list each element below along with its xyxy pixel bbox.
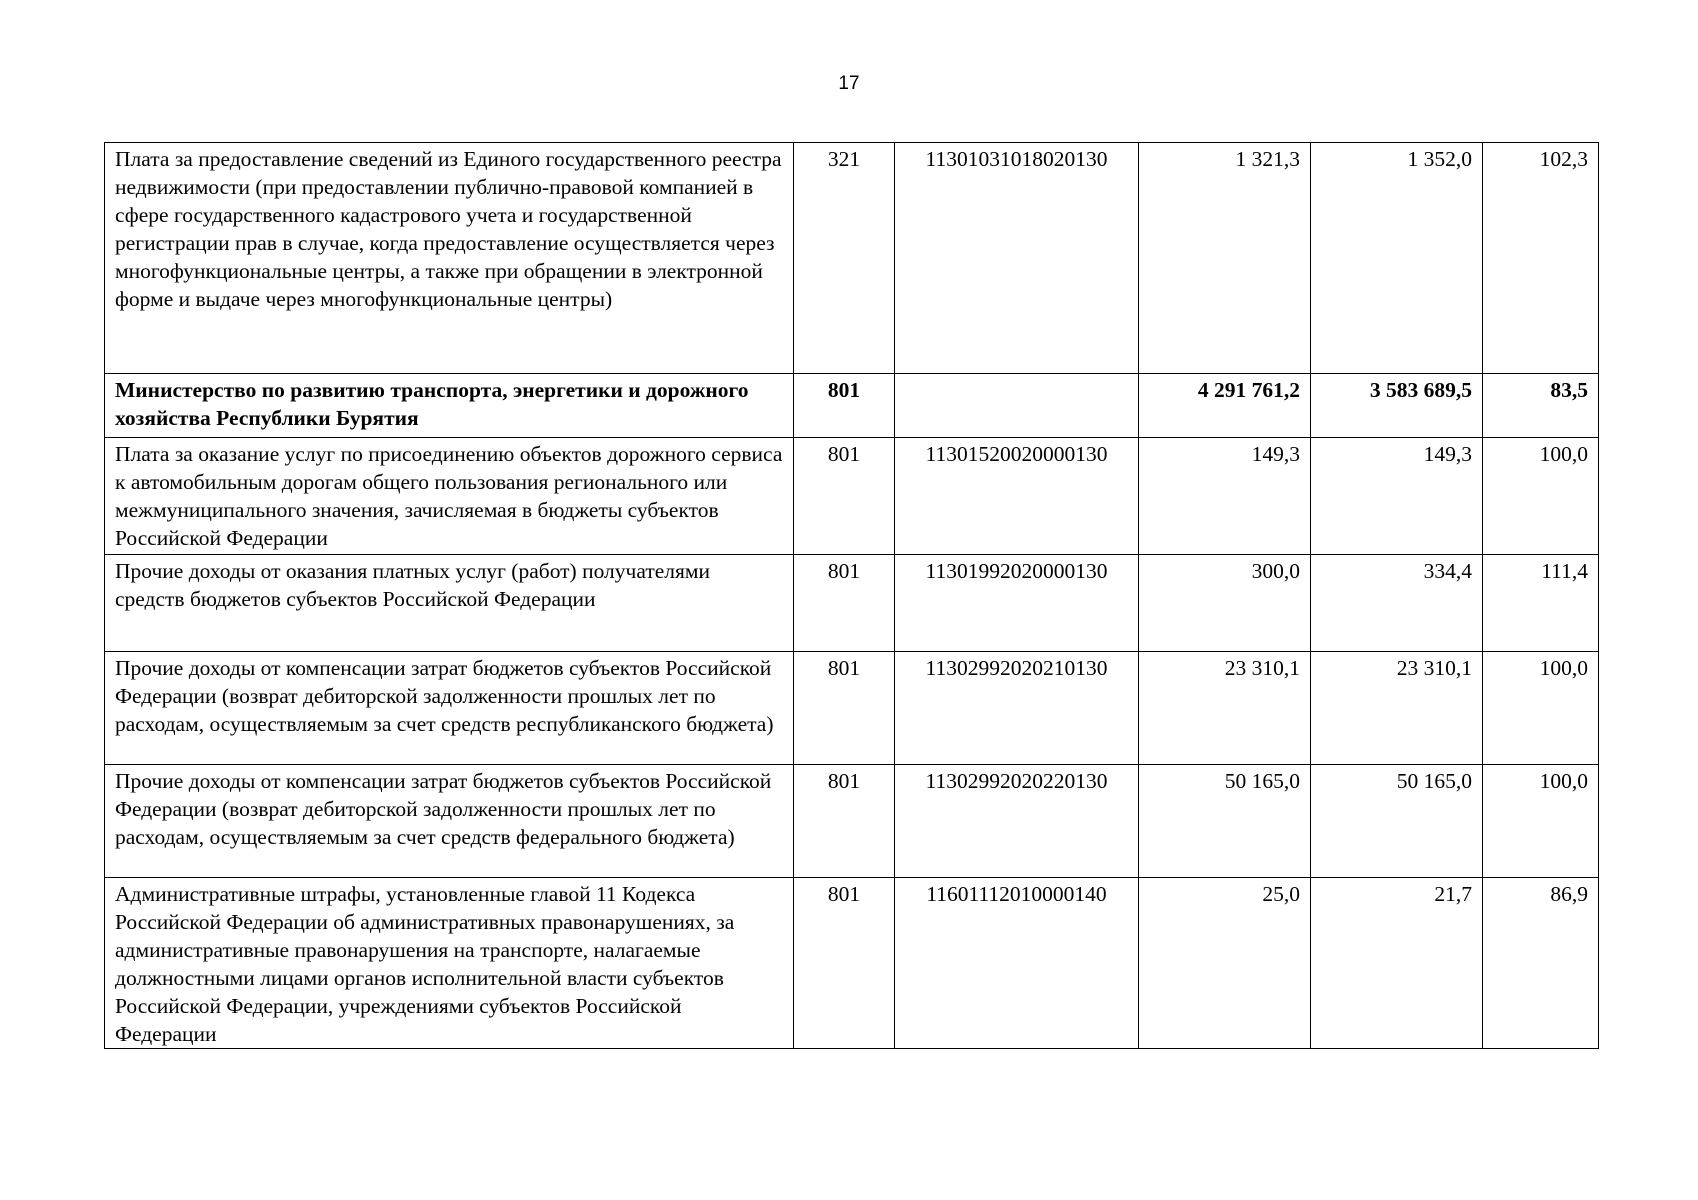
actual-amount-cell: 3 583 689,5: [1311, 374, 1483, 438]
admin-code-cell: 801: [794, 765, 895, 878]
budget-code-cell: 11301031018020130: [895, 143, 1139, 374]
revenue-name-cell: Прочие доходы от оказания платных услуг (работ) получателями средств бюджетов субъектов Российской Федерации: [105, 555, 794, 652]
table-row: [105, 438, 1599, 555]
actual-amount-cell: 23 310,1: [1311, 652, 1483, 765]
table-row: [105, 652, 1599, 765]
revenue-name-cell: Прочие доходы от компенсации затрат бюджетов субъектов Российской Федерации (возврат дебиторской задолженности прошлых лет по расходам, осуществляемым за счет средств федерального бюджета): [105, 765, 794, 878]
revenue-name-cell: Плата за предоставление сведений из Единого государственного реестра недвижимости (при предоставлении публично-правовой компанией в сфере государственного кадастрового учета и государственной регистрации прав в случае, когда предоставление осуществляется через многофункциональные центры, а также при обращении в электронной форме и выдаче через многофункциональные центры): [105, 143, 794, 374]
table-row: [105, 878, 1599, 1049]
plan-amount-cell: 25,0: [1139, 878, 1311, 1049]
revenue-name-cell: Плата за оказание услуг по присоединению объектов дорожного сервиса к автомобильным дорогам общего пользования регионального или межмуниципального значения, зачисляемая в бюджеты субъектов Российской Федерации: [105, 438, 794, 555]
revenue-name-cell: Административные штрафы, установленные главой 11 Кодекса Российской Федерации об административных правонарушениях, за административные правонарушения на транспорте, налагаемые должностными лицами органов исполнительной власти субъектов Российской Федерации, учреждениями субъектов Российской Федерации: [105, 878, 794, 1049]
percent-cell: 100,0: [1483, 765, 1599, 878]
actual-amount-cell: 1 352,0: [1311, 143, 1483, 374]
percent-cell: 111,4: [1483, 555, 1599, 652]
page-number: 17: [838, 73, 860, 94]
budget-code-cell: 11302992020210130: [895, 652, 1139, 765]
percent-cell: 102,3: [1483, 143, 1599, 374]
budget-code-cell: 11301992020000130: [895, 555, 1139, 652]
plan-amount-cell: 300,0: [1139, 555, 1311, 652]
admin-code-cell: 321: [794, 143, 895, 374]
plan-amount-cell: 4 291 761,2: [1139, 374, 1311, 438]
revenue-table: [104, 142, 1599, 1049]
admin-code-cell: 801: [794, 438, 895, 555]
plan-amount-cell: 149,3: [1139, 438, 1311, 555]
actual-amount-cell: 334,4: [1311, 555, 1483, 652]
actual-amount-cell: 21,7: [1311, 878, 1483, 1049]
table-row: [105, 765, 1599, 878]
actual-amount-cell: 50 165,0: [1311, 765, 1483, 878]
table-row: [105, 143, 1599, 374]
revenue-name-cell: Министерство по развитию транспорта, энергетики и дорожного хозяйства Республики Бурятия: [105, 374, 794, 438]
percent-cell: 100,0: [1483, 438, 1599, 555]
admin-code-cell: 801: [794, 374, 895, 438]
plan-amount-cell: 1 321,3: [1139, 143, 1311, 374]
admin-code-cell: 801: [794, 878, 895, 1049]
revenue-name-cell: Прочие доходы от компенсации затрат бюджетов субъектов Российской Федерации (возврат дебиторской задолженности прошлых лет по расходам, осуществляемым за счет средств республиканского бюджета): [105, 652, 794, 765]
plan-amount-cell: 50 165,0: [1139, 765, 1311, 878]
budget-code-cell: 11302992020220130: [895, 765, 1139, 878]
budget-code-cell: 11301520020000130: [895, 438, 1139, 555]
budget-code-cell: 11601112010000140: [895, 878, 1139, 1049]
percent-cell: 83,5: [1483, 374, 1599, 438]
admin-code-cell: 801: [794, 652, 895, 765]
plan-amount-cell: 23 310,1: [1139, 652, 1311, 765]
percent-cell: 100,0: [1483, 652, 1599, 765]
admin-code-cell: 801: [794, 555, 895, 652]
table-row: [105, 555, 1599, 652]
budget-code-cell: [895, 374, 1139, 438]
table-row-ministry-total: [105, 374, 1599, 438]
percent-cell: 86,9: [1483, 878, 1599, 1049]
actual-amount-cell: 149,3: [1311, 438, 1483, 555]
